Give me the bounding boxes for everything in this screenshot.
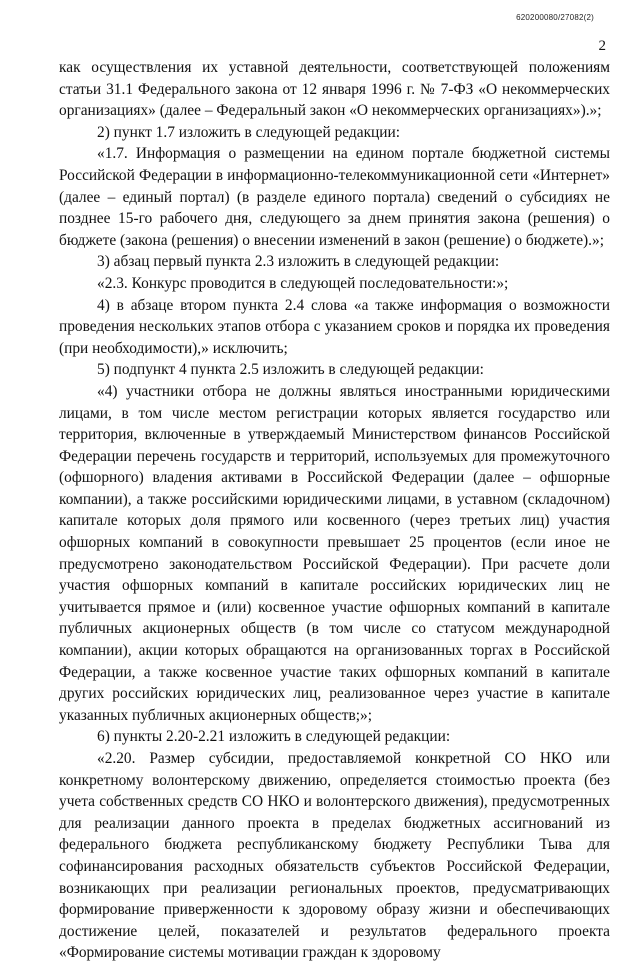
paragraph-item-2: 2) пункт 1.7 изложить в следующей редакции: (97, 123, 401, 141)
paragraph-clause-1-7: «1.7. Информация о размещении на едином портале бюджетной системы Российской Федерации в информационно-телекоммуникационной сети «Интернет» (далее – единый портал) (в разделе единого портала) сведений о субсидиях не позднее 15-го рабочего дня, следующего за днем принятия закона (решения) о бюджете (закона (решения) о внесении изменений в закон (решение) о бюджете).»; (59, 145, 610, 249)
paragraph-subclause-4: «4) участники отбора не должны являться иностранными юридическими лицами, в том числе местом регистрации которых является государство или территория, включенные в утверждаемый Министерством финансов Российской Федерации перечень государств и территорий, используемых для промежуточного (офшорного) владения активами в Российской Федерации (далее – офшорные компании), а также российскими юридическими лицами, в уставном (складочном) капитале которых доля прямого или косвенного (через третьих лиц) участия офшорных компаний в совокупности превышает 25 процентов (если иное не предусмотрено законодательством Российской Федерации). При расчете доли участия офшорных компаний в капитале российских юридических лиц не учитывается прямое и (или) косвенное участие офшорных компаний в капитале публичных акционерных обществ (в том числе со статусом международной компании), акции которых обращаются на организованных торгах в Российской Федерации, а также косвенное участие таких офшорных компаний в капитале других российских юридических лиц, реализованное через участие в капитале указанных публичных акционерных обществ;»; (59, 382, 610, 724)
paragraph-item-4: 4) в абзаце втором пункта 2.4 слова «а также информация о возможности проведения нескольких этапов отбора с указанием сроков и порядка их проведения (при необходимости),» исключить; (59, 296, 610, 357)
paragraph-item-3: 3) абзац первый пункта 2.3 изложить в следующей редакции: (97, 253, 500, 271)
page-number: 2 (598, 38, 606, 54)
paragraph-continuation: как осуществления их уставной деятельности, соответствующей положениям статьи 31.1 Федерального закона от 12 января 1996 г. № 7-ФЗ «О некоммерческих организациях» (далее – Федеральный закон «О некоммерческих организациях»).»; (59, 59, 610, 120)
paragraph-item-6: 6) пункты 2.20-2.21 изложить в следующей редакции: (97, 728, 451, 746)
document-code: 620200080/27082(2) (516, 13, 594, 22)
document-body (59, 57, 610, 964)
paragraph-clause-2-3: «2.3. Конкурс проводится в следующей последовательности:»; (97, 274, 509, 292)
paragraph-item-5: 5) подпункт 4 пункта 2.5 изложить в следующей редакции: (97, 361, 484, 379)
paragraph-clause-2-20: «2.20. Размер субсидии, предоставляемой конкретной СО НКО или конкретному волонтерскому движению, определяется стоимостью проекта (без учета собственных средств СО НКО и волонтерского движения), предусмотренных для реализации данного проекта в пределах бюджетных ассигнований из федерального бюджета республиканскому бюджету Республики Тыва для софинансирования расходных обязательств субъектов Российской Федерации, возникающих при реализации региональных проектов, предусматривающих формирование приверженности к здоровому образу жизни и обеспечивающих достижение целей, показателей и результатов федерального проекта «Формирование системы мотивации граждан к здоровому (59, 750, 610, 962)
